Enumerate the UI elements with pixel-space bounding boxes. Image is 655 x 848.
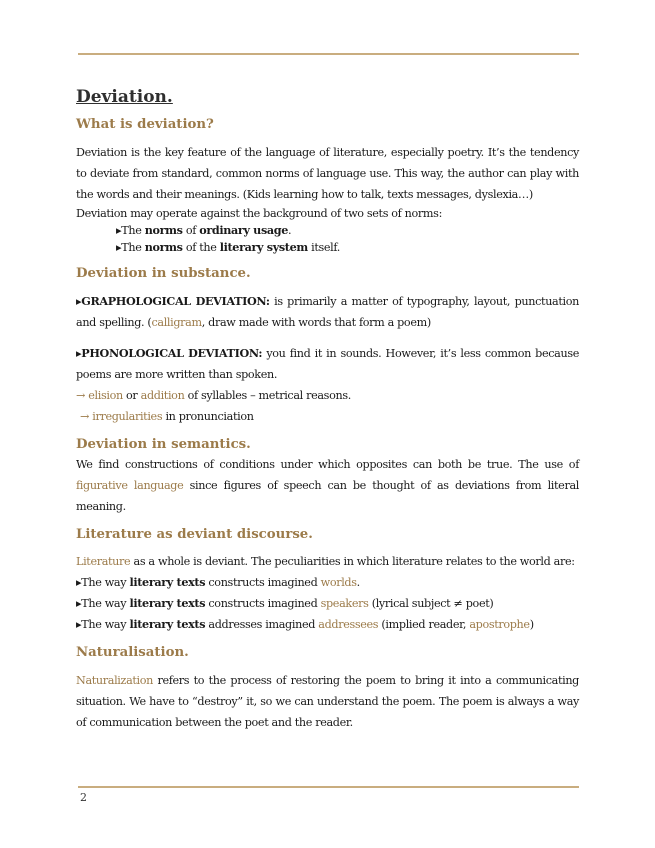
bullet-marker: ▸	[116, 224, 122, 237]
page-number: 2	[80, 791, 87, 804]
term-addressees: addressees	[318, 618, 379, 631]
heading-naturalisation: Naturalisation.	[76, 645, 189, 660]
heading-what-is-deviation: What is deviation?	[76, 117, 214, 132]
paragraph-norms-intro: Deviation may operate against the background of two sets of norms:	[76, 207, 442, 220]
term-worlds: worlds	[320, 576, 357, 589]
term-phonological: PHONOLOGICAL DEVIATION:	[81, 346, 263, 360]
bullet-marker: ▸	[116, 241, 122, 254]
arrow-icon: →	[76, 389, 86, 402]
paragraph-definition: Deviation is the key feature of the language of literature, especially poetry. It’s the tendency to deviate from standard, common norms of language use. This way, the author can play with the words and their meanings. (Kids learning how to talk, texts messages, dyslexia…)	[76, 146, 579, 201]
bullet-marker: ▸	[76, 597, 82, 610]
heading-deviant-discourse: Literature as deviant discourse.	[76, 527, 313, 542]
paragraph-graphological: ▸GRAPHOLOGICAL DEVIATION: is primarily a matter of typography, layout, punctuation and spelling. (calligram, draw made with words that form a poem)	[76, 294, 579, 329]
term-addition: addition	[140, 389, 185, 402]
paragraph-deviant-intro: Literature as a whole is deviant. The peculiarities in which literature relates to the world are:	[76, 555, 575, 568]
line-elision: → elision or addition of syllables – metrical reasons.	[76, 389, 351, 402]
header-rule	[78, 53, 579, 55]
heading-deviation-substance: Deviation in substance.	[76, 266, 251, 281]
bullet-marker: ▸	[76, 618, 82, 631]
paragraph-phonological: ▸PHONOLOGICAL DEVIATION: you find it in sounds. However, it’s less common because poems are more written than spoken.	[76, 346, 579, 381]
footer-rule	[78, 786, 579, 788]
term-irregularities: irregularities	[92, 410, 163, 423]
term-graphological: GRAPHOLOGICAL DEVIATION:	[81, 294, 270, 308]
term-calligram: calligram	[151, 316, 202, 329]
page-content	[76, 86, 579, 733]
bullet-marker: ▸	[76, 576, 82, 589]
page-title: Deviation.	[76, 87, 173, 107]
heading-deviation-semantics: Deviation in semantics.	[76, 437, 251, 452]
bullet-literary-system: ▸The norms of the literary system itself.	[116, 240, 340, 254]
bullet-marker: ▸	[76, 295, 82, 308]
paragraph-semantics: We find constructions of conditions under which opposites can both be true. The use of figurative language since figures of speech can be thought of as deviations from literal meaning.	[76, 458, 579, 513]
bullet-marker: ▸	[76, 347, 82, 360]
term-figurative-language: figurative language	[76, 479, 184, 492]
term-apostrophe: apostrophe	[469, 618, 530, 631]
bullet-addressees: ▸The way literary texts addresses imagined addressees (implied reader, apostrophe)	[76, 617, 534, 631]
bullet-worlds: ▸The way literary texts constructs imagined worlds.	[76, 575, 360, 589]
term-speakers: speakers	[320, 597, 369, 610]
arrow-icon: →	[80, 410, 90, 423]
bullet-ordinary-usage: ▸The norms of ordinary usage.	[116, 223, 292, 237]
term-elision: elision	[88, 389, 123, 402]
line-irregularities: → irregularities in pronunciation	[80, 410, 254, 423]
term-naturalization: Naturalization	[76, 674, 154, 687]
bullet-speakers: ▸The way literary texts constructs imagined speakers (lyrical subject ≠ poet)	[76, 596, 494, 610]
paragraph-naturalisation: Naturalization refers to the process of restoring the poem to bring it into a communicating situation. We have to “destroy” it, so we can understand the poem. The poem is always a way of communication between the poet and the reader.	[76, 674, 579, 729]
term-literature: Literature	[76, 555, 131, 568]
